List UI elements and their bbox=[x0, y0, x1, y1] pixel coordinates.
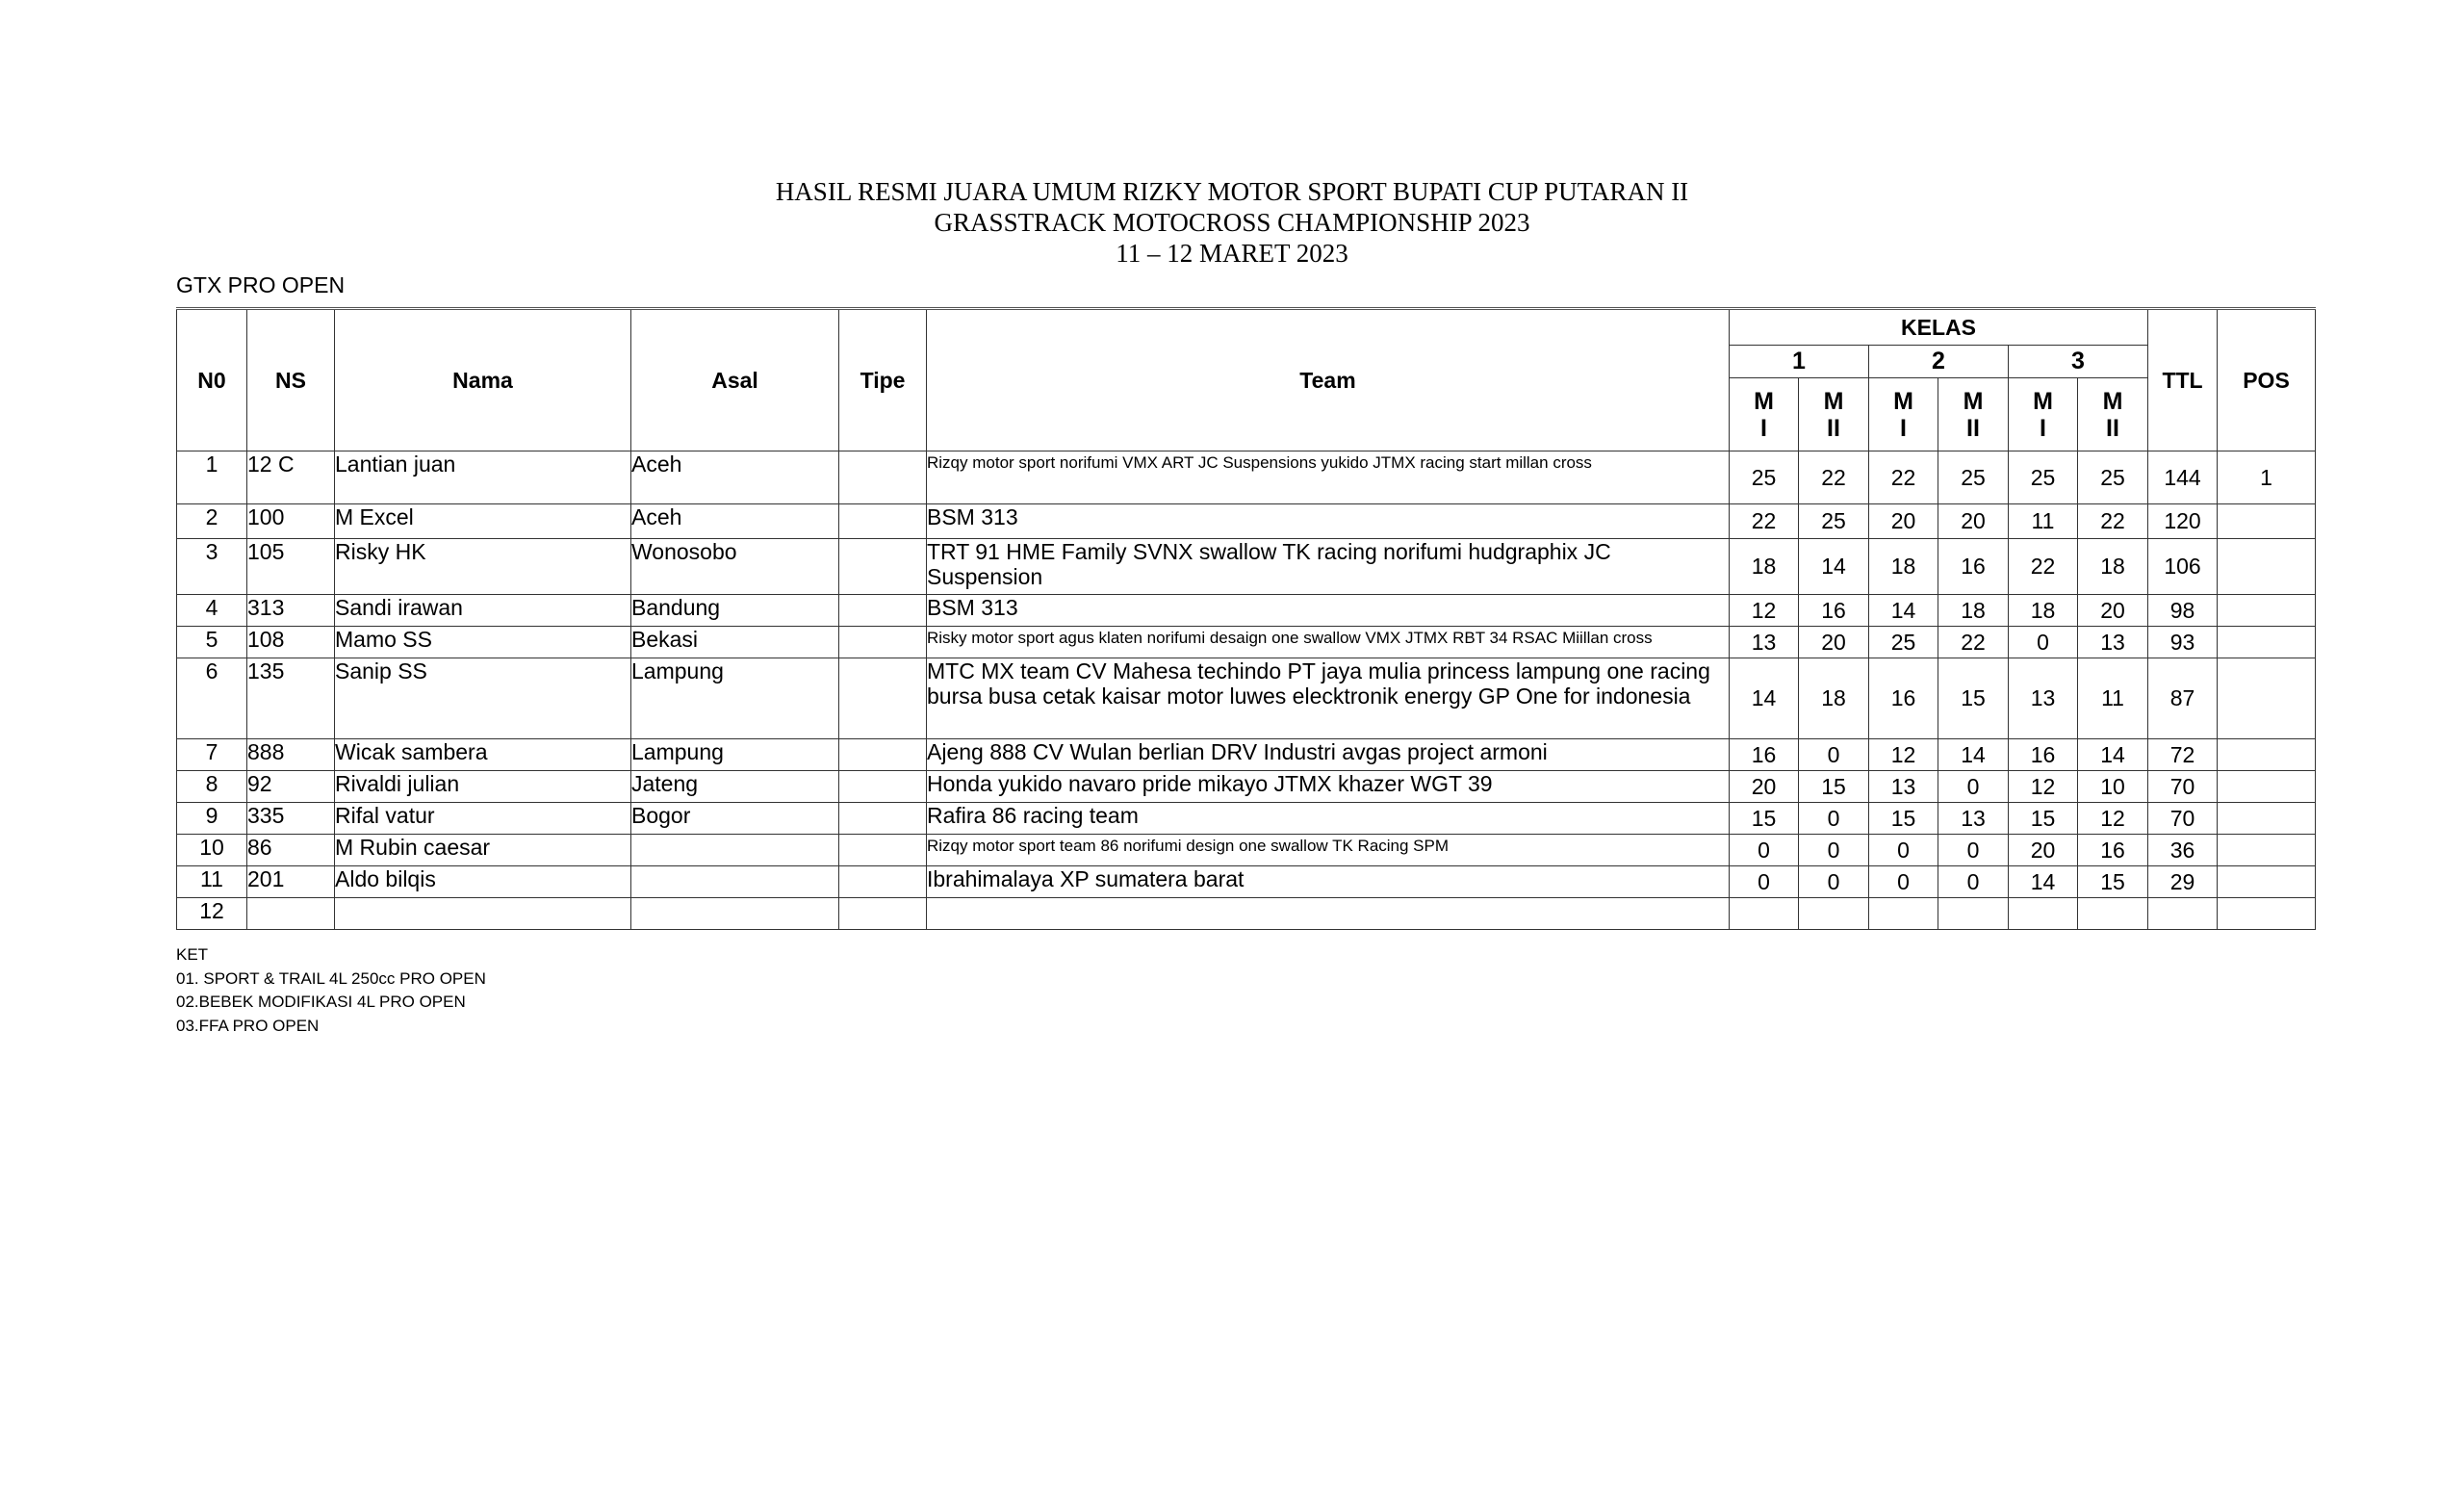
race-header bbox=[1730, 378, 1799, 451]
ket-item: 01. SPORT & TRAIL 4L 250cc PRO OPEN bbox=[176, 968, 486, 988]
cell-score: 16 bbox=[1938, 539, 2009, 595]
kelas-group-header: 2 bbox=[1869, 346, 2009, 378]
table-row bbox=[177, 739, 2316, 771]
cell-score: 20 bbox=[2078, 595, 2148, 627]
cell-pos bbox=[2218, 739, 2316, 771]
cell-no: 6 bbox=[177, 658, 247, 739]
cell-score: 20 bbox=[1869, 504, 1938, 539]
cell-score: 0 bbox=[2009, 627, 2078, 658]
cell-team: BSM 313 bbox=[927, 504, 1730, 539]
cell-score: 18 bbox=[1869, 539, 1938, 595]
cell-score: 15 bbox=[2009, 803, 2078, 835]
cell-score: 0 bbox=[1730, 835, 1799, 866]
cell-score: 14 bbox=[1799, 539, 1869, 595]
cell-score: 18 bbox=[1938, 595, 2009, 627]
cell-tipe bbox=[839, 658, 927, 739]
cell-ttl: 36 bbox=[2148, 835, 2218, 866]
cell-nama: M Excel bbox=[335, 504, 631, 539]
race-header-num: I bbox=[2040, 414, 2046, 442]
race-header-num: I bbox=[1760, 414, 1767, 442]
cell-score: 12 bbox=[2009, 771, 2078, 803]
cell-score: 13 bbox=[2009, 658, 2078, 739]
cell-asal: Aceh bbox=[631, 504, 839, 539]
cell-score bbox=[2009, 898, 2078, 930]
cell-score bbox=[1799, 898, 1869, 930]
ket-item: 02.BEBEK MODIFIKASI 4L PRO OPEN bbox=[176, 993, 466, 1011]
cell-ttl: 98 bbox=[2148, 595, 2218, 627]
cell-score: 11 bbox=[2078, 658, 2148, 739]
cell-team: Rizqy motor sport norifumi VMX ART JC Suspensions yukido JTMX racing start millan cross bbox=[927, 451, 1730, 504]
cell-nama: Rivaldi julian bbox=[335, 771, 631, 803]
cell-ttl: 120 bbox=[2148, 504, 2218, 539]
ket-item: 03.FFA PRO OPEN bbox=[176, 1016, 320, 1035]
cell-score: 13 bbox=[1869, 771, 1938, 803]
cell-score: 25 bbox=[2009, 451, 2078, 504]
cell-nama: Sandi irawan bbox=[335, 595, 631, 627]
race-header-num: II bbox=[1827, 414, 1840, 442]
cell-team: Honda yukido navaro pride mikayo JTMX khazer WGT 39 bbox=[927, 771, 1730, 803]
cell-asal bbox=[631, 835, 839, 866]
cell-score: 13 bbox=[1938, 803, 2009, 835]
cell-score bbox=[1938, 898, 2009, 930]
cell-team: Ibrahimalaya XP sumatera barat bbox=[927, 866, 1730, 898]
ket-legend bbox=[176, 943, 486, 1038]
cell-score: 14 bbox=[1869, 595, 1938, 627]
cell-team: MTC MX team CV Mahesa techindo PT jaya mulia princess lampung one racing bursa busa cetak kaisar motor luwes elecktronik energy GP One for indonesia bbox=[927, 658, 1730, 739]
cell-score: 16 bbox=[1799, 595, 1869, 627]
table-row bbox=[177, 803, 2316, 835]
header-event-line: GRASSTRACK MOTOCROSS CHAMPIONSHIP 2023 bbox=[934, 208, 1530, 237]
cell-score: 0 bbox=[1799, 835, 1869, 866]
table-row bbox=[177, 504, 2316, 539]
cell-team: BSM 313 bbox=[927, 595, 1730, 627]
cell-score: 18 bbox=[2009, 595, 2078, 627]
cell-score: 12 bbox=[1730, 595, 1799, 627]
cell-score bbox=[1869, 898, 1938, 930]
cell-ttl: 93 bbox=[2148, 627, 2218, 658]
cell-score: 12 bbox=[1869, 739, 1938, 771]
cell-pos bbox=[2218, 898, 2316, 930]
cell-score: 0 bbox=[1869, 835, 1938, 866]
cell-score: 0 bbox=[1869, 866, 1938, 898]
race-header-num: II bbox=[1966, 414, 1980, 442]
cell-score: 0 bbox=[1799, 803, 1869, 835]
cell-score: 0 bbox=[1730, 866, 1799, 898]
race-header-m: M bbox=[2033, 387, 2053, 415]
cell-nama: Aldo bilqis bbox=[335, 866, 631, 898]
cell-score: 22 bbox=[1938, 627, 2009, 658]
col-header-pos: POS bbox=[2218, 309, 2316, 451]
header-date-line: 11 – 12 MARET 2023 bbox=[1116, 239, 1348, 268]
cell-score: 22 bbox=[2078, 504, 2148, 539]
cell-score: 20 bbox=[1730, 771, 1799, 803]
cell-score: 14 bbox=[1938, 739, 2009, 771]
cell-asal: Aceh bbox=[631, 451, 839, 504]
cell-ns: 92 bbox=[247, 771, 335, 803]
col-header-tipe: Tipe bbox=[839, 309, 927, 451]
cell-ttl: 144 bbox=[2148, 451, 2218, 504]
cell-score: 0 bbox=[1799, 866, 1869, 898]
cell-no: 1 bbox=[177, 451, 247, 504]
cell-tipe bbox=[839, 595, 927, 627]
cell-score: 18 bbox=[1799, 658, 1869, 739]
cell-ttl: 29 bbox=[2148, 866, 2218, 898]
cell-team: Rafira 86 racing team bbox=[927, 803, 1730, 835]
cell-pos bbox=[2218, 803, 2316, 835]
cell-score: 15 bbox=[2078, 866, 2148, 898]
cell-pos: 1 bbox=[2218, 451, 2316, 504]
header-title-line: HASIL RESMI JUARA UMUM RIZKY MOTOR SPORT BUPATI CUP PUTARAN II bbox=[775, 177, 1689, 206]
race-header-m: M bbox=[2102, 387, 2123, 415]
cell-score: 14 bbox=[2009, 866, 2078, 898]
cell-ns: 105 bbox=[247, 539, 335, 595]
table-row bbox=[177, 627, 2316, 658]
cell-team bbox=[927, 898, 1730, 930]
cell-no: 12 bbox=[177, 898, 247, 930]
table-row bbox=[177, 898, 2316, 930]
cell-ttl: 87 bbox=[2148, 658, 2218, 739]
cell-score: 25 bbox=[1869, 627, 1938, 658]
race-header-m: M bbox=[1893, 387, 1913, 415]
cell-score: 25 bbox=[2078, 451, 2148, 504]
cell-score: 25 bbox=[1938, 451, 2009, 504]
cell-score: 22 bbox=[1799, 451, 1869, 504]
cell-pos bbox=[2218, 539, 2316, 595]
cell-score: 11 bbox=[2009, 504, 2078, 539]
cell-score: 0 bbox=[1938, 835, 2009, 866]
cell-no: 7 bbox=[177, 739, 247, 771]
cell-no: 10 bbox=[177, 835, 247, 866]
cell-no: 2 bbox=[177, 504, 247, 539]
cell-score: 13 bbox=[1730, 627, 1799, 658]
cell-pos bbox=[2218, 627, 2316, 658]
col-header-ns: NS bbox=[247, 309, 335, 451]
col-header-nama: Nama bbox=[335, 309, 631, 451]
race-header-num: II bbox=[2106, 414, 2119, 442]
cell-asal bbox=[631, 898, 839, 930]
results-body bbox=[177, 451, 2316, 930]
col-header-team: Team bbox=[927, 309, 1730, 451]
race-header bbox=[2078, 378, 2148, 451]
cell-score: 18 bbox=[2078, 539, 2148, 595]
cell-score: 16 bbox=[2078, 835, 2148, 866]
cell-asal: Bogor bbox=[631, 803, 839, 835]
cell-ttl: 106 bbox=[2148, 539, 2218, 595]
cell-nama: Lantian juan bbox=[335, 451, 631, 504]
kelas-group-header: 1 bbox=[1730, 346, 1869, 378]
cell-ns: 888 bbox=[247, 739, 335, 771]
cell-ttl: 70 bbox=[2148, 771, 2218, 803]
table-row bbox=[177, 658, 2316, 739]
table-row bbox=[177, 451, 2316, 504]
cell-tipe bbox=[839, 898, 927, 930]
ket-title: KET bbox=[176, 945, 209, 964]
class-title: GTX PRO OPEN bbox=[176, 272, 346, 297]
cell-asal: Bekasi bbox=[631, 627, 839, 658]
cell-tipe bbox=[839, 803, 927, 835]
cell-ns bbox=[247, 898, 335, 930]
cell-nama: Sanip SS bbox=[335, 658, 631, 739]
cell-pos bbox=[2218, 866, 2316, 898]
cell-score: 20 bbox=[1938, 504, 2009, 539]
cell-score: 14 bbox=[1730, 658, 1799, 739]
cell-asal: Lampung bbox=[631, 739, 839, 771]
cell-asal: Bandung bbox=[631, 595, 839, 627]
table-row bbox=[177, 539, 2316, 595]
table-row bbox=[177, 771, 2316, 803]
cell-tipe bbox=[839, 451, 927, 504]
cell-score: 0 bbox=[1799, 739, 1869, 771]
cell-asal: Lampung bbox=[631, 658, 839, 739]
cell-score: 15 bbox=[1869, 803, 1938, 835]
cell-nama: Wicak sambera bbox=[335, 739, 631, 771]
cell-no: 5 bbox=[177, 627, 247, 658]
cell-pos bbox=[2218, 835, 2316, 866]
cell-ns: 313 bbox=[247, 595, 335, 627]
table-row bbox=[177, 835, 2316, 866]
cell-team: Risky motor sport agus klaten norifumi desaign one swallow VMX JTMX RBT 34 RSAC Miillan cross bbox=[927, 627, 1730, 658]
cell-ns: 335 bbox=[247, 803, 335, 835]
cell-ttl: 70 bbox=[2148, 803, 2218, 835]
cell-score: 14 bbox=[2078, 739, 2148, 771]
cell-ttl bbox=[2148, 898, 2218, 930]
table-row bbox=[177, 866, 2316, 898]
cell-score: 16 bbox=[2009, 739, 2078, 771]
cell-no: 3 bbox=[177, 539, 247, 595]
cell-score: 22 bbox=[1730, 504, 1799, 539]
cell-tipe bbox=[839, 627, 927, 658]
race-header-m: M bbox=[1823, 387, 1844, 415]
cell-nama: Rifal vatur bbox=[335, 803, 631, 835]
cell-ns: 86 bbox=[247, 835, 335, 866]
cell-asal: Wonosobo bbox=[631, 539, 839, 595]
cell-score: 22 bbox=[2009, 539, 2078, 595]
cell-team: Ajeng 888 CV Wulan berlian DRV Industri avgas project armoni bbox=[927, 739, 1730, 771]
cell-score: 22 bbox=[1869, 451, 1938, 504]
cell-nama bbox=[335, 898, 631, 930]
cell-pos bbox=[2218, 658, 2316, 739]
race-header bbox=[1799, 378, 1869, 451]
cell-score: 15 bbox=[1938, 658, 2009, 739]
race-header-num: I bbox=[1900, 414, 1907, 442]
col-header-ttl: TTL bbox=[2148, 309, 2218, 451]
cell-tipe bbox=[839, 866, 927, 898]
cell-score: 0 bbox=[1938, 771, 2009, 803]
cell-score: 20 bbox=[1799, 627, 1869, 658]
cell-pos bbox=[2218, 504, 2316, 539]
col-header-no: N0 bbox=[177, 309, 247, 451]
results-table bbox=[176, 307, 2316, 930]
cell-ns: 12 C bbox=[247, 451, 335, 504]
col-header-asal: Asal bbox=[631, 309, 839, 451]
cell-pos bbox=[2218, 595, 2316, 627]
cell-tipe bbox=[839, 504, 927, 539]
cell-score: 15 bbox=[1730, 803, 1799, 835]
cell-ttl: 72 bbox=[2148, 739, 2218, 771]
cell-no: 8 bbox=[177, 771, 247, 803]
cell-score: 25 bbox=[1799, 504, 1869, 539]
cell-nama: Risky HK bbox=[335, 539, 631, 595]
cell-tipe bbox=[839, 539, 927, 595]
cell-score: 16 bbox=[1869, 658, 1938, 739]
race-header bbox=[1869, 378, 1938, 451]
cell-score: 0 bbox=[1938, 866, 2009, 898]
cell-no: 4 bbox=[177, 595, 247, 627]
kelas-group-header: 3 bbox=[2009, 346, 2148, 378]
cell-nama: M Rubin caesar bbox=[335, 835, 631, 866]
cell-score: 16 bbox=[1730, 739, 1799, 771]
race-header-m: M bbox=[1754, 387, 1774, 415]
cell-score: 15 bbox=[1799, 771, 1869, 803]
cell-no: 11 bbox=[177, 866, 247, 898]
cell-pos bbox=[2218, 771, 2316, 803]
cell-ns: 201 bbox=[247, 866, 335, 898]
race-header bbox=[1938, 378, 2009, 451]
cell-score: 25 bbox=[1730, 451, 1799, 504]
col-header-kelas: KELAS bbox=[1730, 309, 2148, 346]
cell-nama: Mamo SS bbox=[335, 627, 631, 658]
cell-score bbox=[2078, 898, 2148, 930]
cell-score: 18 bbox=[1730, 539, 1799, 595]
cell-asal: Jateng bbox=[631, 771, 839, 803]
cell-score bbox=[1730, 898, 1799, 930]
cell-ns: 100 bbox=[247, 504, 335, 539]
race-header-m: M bbox=[1963, 387, 1984, 415]
table-row bbox=[177, 595, 2316, 627]
document-header bbox=[0, 176, 2464, 269]
cell-ns: 135 bbox=[247, 658, 335, 739]
cell-score: 12 bbox=[2078, 803, 2148, 835]
cell-tipe bbox=[839, 771, 927, 803]
cell-score: 20 bbox=[2009, 835, 2078, 866]
cell-team: TRT 91 HME Family SVNX swallow TK racing norifumi hudgraphix JC Suspension bbox=[927, 539, 1730, 595]
cell-score: 10 bbox=[2078, 771, 2148, 803]
cell-team: Rizqy motor sport team 86 norifumi design one swallow TK Racing SPM bbox=[927, 835, 1730, 866]
cell-asal bbox=[631, 866, 839, 898]
cell-no: 9 bbox=[177, 803, 247, 835]
cell-ns: 108 bbox=[247, 627, 335, 658]
cell-score: 13 bbox=[2078, 627, 2148, 658]
cell-tipe bbox=[839, 739, 927, 771]
cell-tipe bbox=[839, 835, 927, 866]
race-header bbox=[2009, 378, 2078, 451]
